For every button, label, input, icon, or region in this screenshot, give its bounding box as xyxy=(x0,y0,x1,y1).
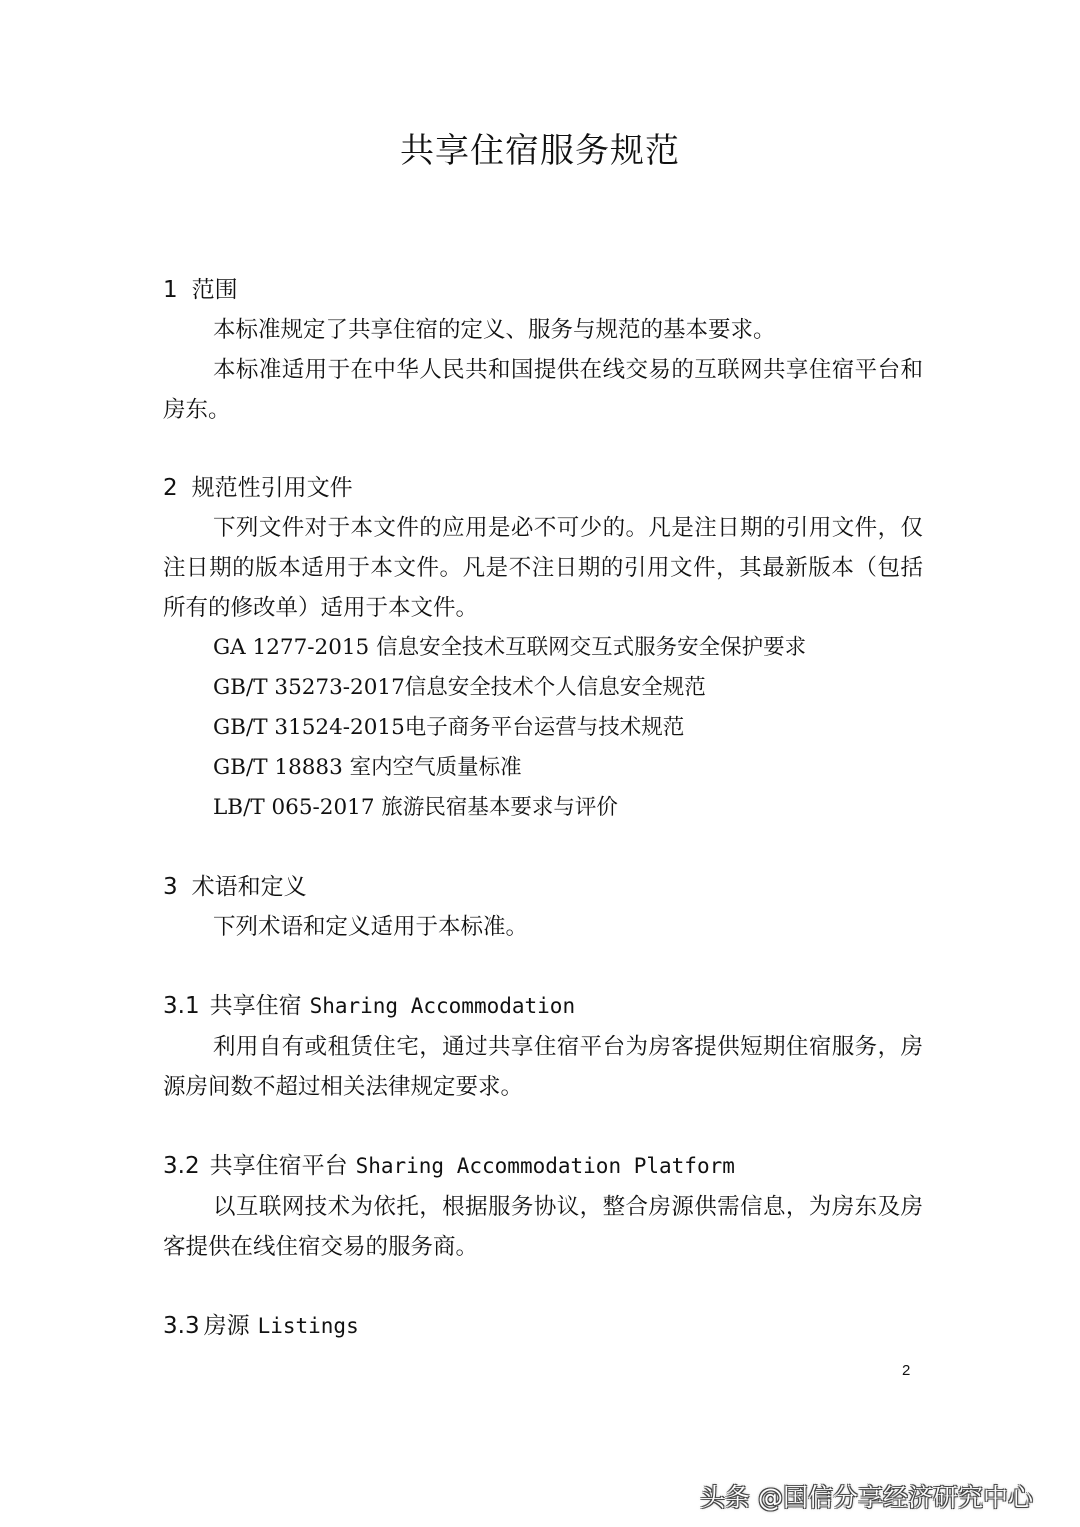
section-title-cn: 共享住宿 xyxy=(209,993,302,1019)
section-number: 3.2 xyxy=(163,1153,200,1179)
section-title-en: Listings xyxy=(257,1314,359,1338)
paragraph: 利用自有或租赁住宅，通过共享住宿平台为房客提供短期住宿服务，房源房间数不超过相关法律规定要求。 xyxy=(163,1034,923,1100)
paragraph: 本标准适用于在中华人民共和国提供在线交易的互联网共享住宿平台和房东。 xyxy=(163,357,923,423)
section-title-cn: 房源 xyxy=(203,1313,250,1339)
section-3-2-heading xyxy=(163,1148,735,1184)
document-title: 共享住宿服务规范 xyxy=(400,131,680,171)
section-number: 3 xyxy=(163,874,178,900)
section-number: 3.3 xyxy=(163,1313,200,1339)
reference-item: LB/T 065-2017 旅游民宿基本要求与评价 xyxy=(213,795,618,820)
section-1-heading xyxy=(163,272,238,308)
reference-item: GB/T 35273-2017信息安全技术个人信息安全规范 xyxy=(213,675,706,700)
section-title-en: Sharing Accommodation Platform xyxy=(355,1154,735,1178)
paragraph: 以互联网技术为依托，根据服务协议，整合房源供需信息，为房东及房客提供在线住宿交易的服务商。 xyxy=(163,1194,923,1260)
section-number: 1 xyxy=(163,277,178,303)
section-title: 规范性引用文件 xyxy=(191,475,353,501)
paragraph: 本标准规定了共享住宿的定义、服务与规范的基本要求。 xyxy=(213,317,776,343)
reference-item: GA 1277-2015 信息安全技术互联网交互式服务安全保护要求 xyxy=(213,635,807,660)
page-number: 2 xyxy=(902,1362,911,1379)
watermark: 头条 @国信分享经济研究中心 xyxy=(700,1483,1033,1512)
paragraph: 下列文件对于本文件的应用是必不可少的。凡是注日期的引用文件，仅注日期的版本适用于本文件。凡是不注日期的引用文件，其最新版本（包括所有的修改单）适用于本文件。 xyxy=(163,515,923,621)
section-title-cn: 共享住宿平台 xyxy=(209,1153,348,1179)
section-3-1-heading xyxy=(163,988,575,1024)
section-number: 3.1 xyxy=(163,993,200,1019)
section-title-en: Sharing Accommodation xyxy=(309,994,576,1018)
section-3-heading xyxy=(163,869,307,905)
section-3-3-heading xyxy=(163,1308,359,1344)
section-title: 范围 xyxy=(191,277,238,303)
section-2-heading xyxy=(163,470,353,506)
reference-item: GB/T 18883 室内空气质量标准 xyxy=(213,755,522,780)
reference-item: GB/T 31524-2015电子商务平台运营与技术规范 xyxy=(213,715,685,740)
paragraph: 下列术语和定义适用于本标准。 xyxy=(213,914,529,940)
section-number: 2 xyxy=(163,475,178,501)
section-title: 术语和定义 xyxy=(191,874,307,900)
